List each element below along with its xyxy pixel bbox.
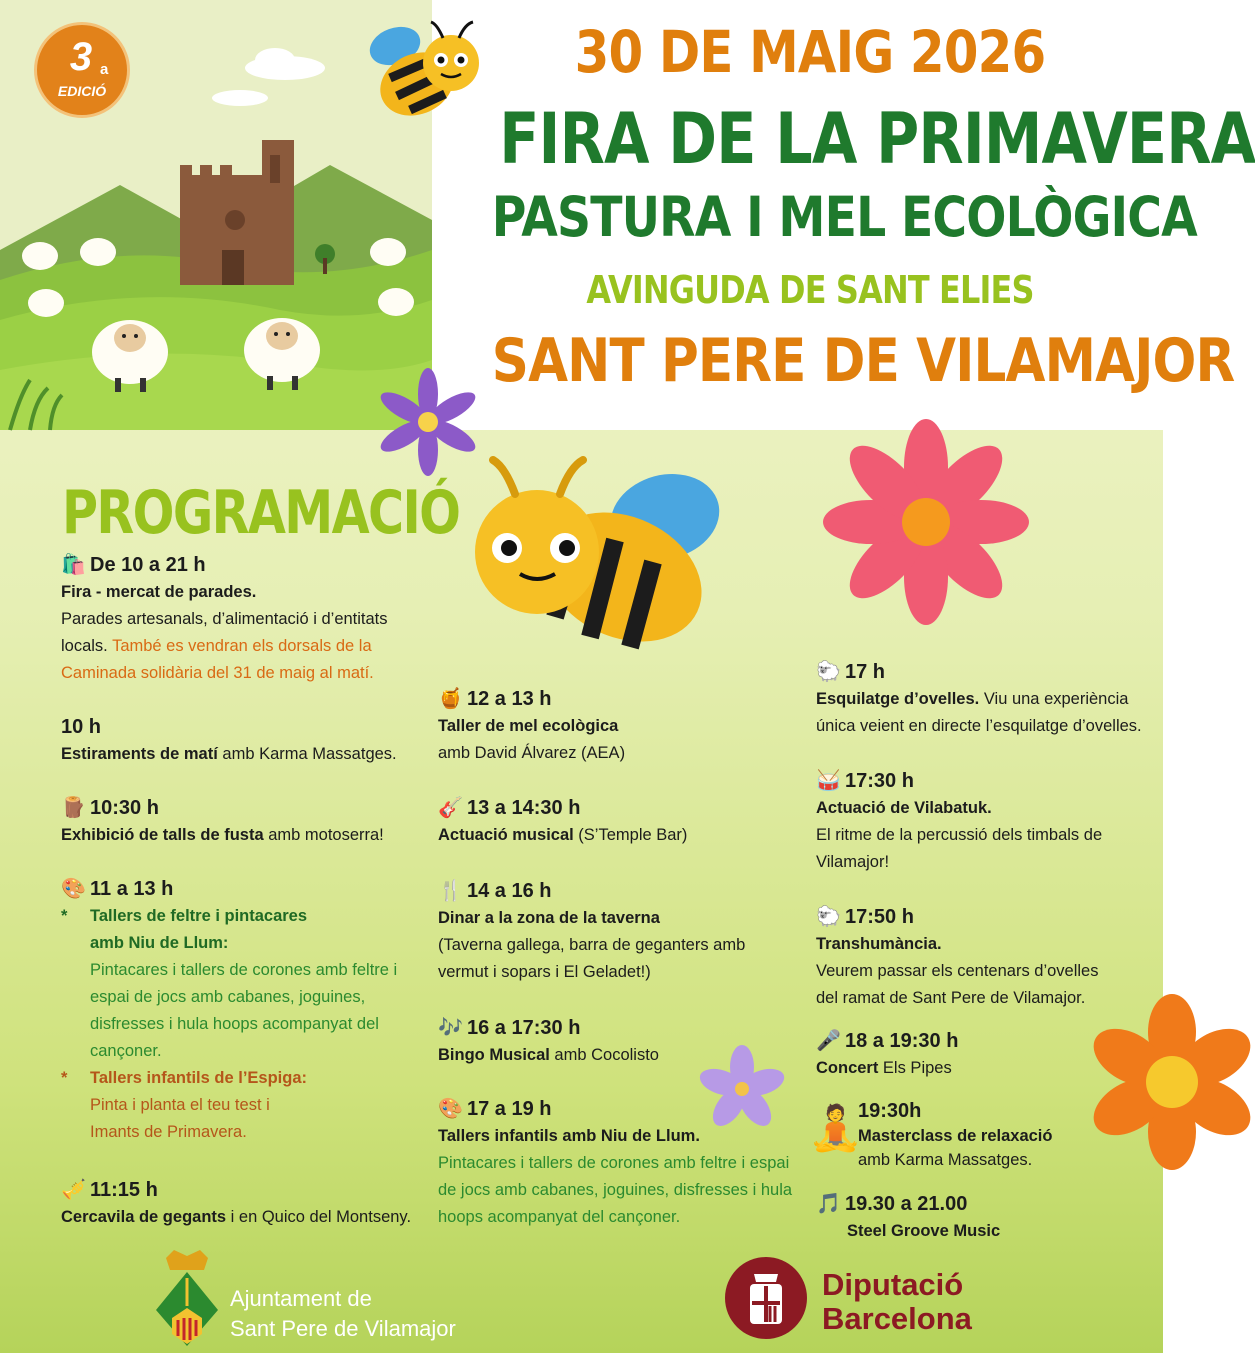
item-title: Dinar a la zona de la taverna bbox=[438, 909, 660, 927]
item-description: hoops acompanyat del cançoner. bbox=[438, 1208, 681, 1226]
item-note: També es vendran els dorsals de la bbox=[112, 637, 372, 655]
item-description: espai de jocs amb cabanes, joguines, bbox=[90, 988, 366, 1006]
item-title: Concert bbox=[816, 1059, 879, 1077]
program-item bbox=[816, 904, 1156, 1012]
palette-icon: 🎨 bbox=[438, 1098, 463, 1120]
diputacio-label bbox=[822, 1268, 972, 1336]
microphone-icon: 🎤 bbox=[816, 1030, 841, 1052]
item-time: 13 a 14:30 h bbox=[467, 797, 581, 819]
bullet: * bbox=[61, 907, 68, 925]
sheep-icon: 🐑 bbox=[816, 906, 841, 928]
honey-pot-icon: 🍯 bbox=[438, 688, 463, 710]
cutlery-icon: 🍴 bbox=[438, 880, 463, 902]
wood-log-icon: 🪵 bbox=[61, 797, 86, 819]
ajuntament-crest-icon bbox=[152, 1248, 222, 1346]
event-town: SANT PERE DE VILAMAJOR bbox=[491, 326, 1235, 396]
item-title: Actuació de Vilabatuk. bbox=[816, 799, 992, 817]
program-item bbox=[816, 1191, 1156, 1245]
program-item bbox=[438, 1096, 818, 1231]
item-description: Pintacares i tallers de corones amb feltre i espai bbox=[438, 1154, 790, 1172]
program-item bbox=[808, 1098, 1156, 1172]
event-subtitle: PASTURA I MEL ECOLÒGICA bbox=[491, 185, 1197, 249]
item-description: amb Cocolisto bbox=[549, 1046, 659, 1064]
item-description: (Taverna gallega, barra de geganters amb bbox=[438, 936, 746, 954]
item-title: Tallers de feltre i pintacares bbox=[90, 907, 308, 925]
diputacio-line-1: Diputació bbox=[822, 1267, 964, 1302]
item-description: Veurem passar els centenars d’ovelles bbox=[816, 962, 1099, 980]
item-description: Pintacares i tallers de corones amb feltre i bbox=[90, 961, 398, 979]
item-description: vermut i sopars i El Geladet!) bbox=[438, 963, 651, 981]
item-title: Masterclass de relaxació bbox=[858, 1127, 1053, 1145]
music-note-icon: 🎵 bbox=[816, 1193, 841, 1215]
event-venue: AVINGUDA DE SANT ELIES bbox=[586, 268, 1034, 312]
item-description: de jocs amb cabanes, joguines, disfresses i hula bbox=[438, 1181, 793, 1199]
badge-superscript: a bbox=[100, 61, 109, 78]
item-title: Tallers infantils amb Niu de Llum. bbox=[438, 1127, 700, 1145]
item-time: 11 a 13 h bbox=[90, 878, 174, 900]
guitar-icon: 🎸 bbox=[438, 797, 463, 819]
horn-icon: 🎺 bbox=[61, 1179, 86, 1201]
item-description: Els Pipes bbox=[878, 1059, 952, 1077]
item-time: 14 a 16 h bbox=[467, 880, 552, 902]
item-title: Cercavila de gegants bbox=[61, 1208, 227, 1226]
item-title: Fira - mercat de parades. bbox=[61, 583, 257, 601]
item-title: Actuació musical bbox=[438, 826, 574, 844]
edition-badge bbox=[34, 22, 130, 118]
program-item bbox=[816, 659, 1156, 740]
item-description: amb Karma Massatges. bbox=[858, 1151, 1033, 1169]
bee-icon bbox=[355, 8, 490, 123]
ajuntament-label bbox=[230, 1284, 456, 1344]
diputacio-line-2: Barcelona bbox=[822, 1301, 972, 1336]
bullet: * bbox=[61, 1069, 68, 1087]
program-item bbox=[61, 876, 441, 1146]
item-time: De 10 a 21 h bbox=[90, 554, 206, 576]
item-title: Exhibició de talls de fusta bbox=[61, 826, 264, 844]
item-description: locals. bbox=[61, 637, 113, 655]
item-description: amb motoserra! bbox=[263, 826, 384, 844]
ajuntament-line-1: Ajuntament de bbox=[230, 1286, 372, 1311]
item-time: 12 a 13 h bbox=[467, 688, 552, 710]
program-item bbox=[61, 714, 441, 768]
item-description: Parades artesanals, d’alimentació i d’entitats bbox=[61, 610, 388, 628]
item-title: Steel Groove Music bbox=[847, 1222, 1001, 1240]
item-time: 10 h bbox=[61, 716, 102, 738]
program-item bbox=[61, 552, 441, 687]
event-title: FIRA DE LA PRIMAVERA bbox=[499, 98, 1255, 180]
item-description: amb David Álvarez (AEA) bbox=[438, 744, 626, 762]
item-description: El ritme de la percussió dels timbals de bbox=[816, 826, 1103, 844]
program-item bbox=[816, 1028, 1156, 1082]
item-description: i en Quico del Montseny. bbox=[226, 1208, 412, 1226]
item-note: Caminada solidària del 31 de maig al matí. bbox=[61, 664, 374, 682]
sheep-icon: 🐑 bbox=[816, 661, 841, 683]
item-description: cançoner. bbox=[90, 1042, 162, 1060]
item-title: Transhumància. bbox=[816, 935, 942, 953]
music-notes-icon: 🎶 bbox=[438, 1017, 463, 1039]
shopping-bag-icon: 🛍️ bbox=[61, 554, 86, 576]
item-time: 10:30 h bbox=[90, 797, 159, 819]
item-time: 16 a 17:30 h bbox=[467, 1017, 581, 1039]
program-item bbox=[438, 1015, 818, 1069]
program-item bbox=[61, 1177, 441, 1231]
item-description: única veient en directe l’esquilatge d’ovelles. bbox=[816, 717, 1142, 735]
meditation-icon: 🧘 bbox=[808, 1104, 863, 1153]
item-description: Imants de Primavera. bbox=[90, 1123, 247, 1141]
item-description: Vilamajor! bbox=[816, 853, 890, 871]
item-time: 17:50 h bbox=[845, 906, 914, 928]
item-description: del ramat de Sant Pere de Vilamajor. bbox=[816, 989, 1086, 1007]
event-date: 30 DE MAIG 2026 bbox=[574, 18, 1046, 86]
item-description: disfresses i hula hoops acompanyat del bbox=[90, 1015, 379, 1033]
program-item bbox=[438, 795, 818, 849]
drum-icon: 🥁 bbox=[816, 770, 841, 792]
item-time: 17 h bbox=[845, 661, 886, 683]
item-description: (S’Temple Bar) bbox=[573, 826, 688, 844]
item-description: Pinta i planta el teu test i bbox=[90, 1096, 270, 1114]
item-time: 11:15 h bbox=[90, 1179, 158, 1201]
item-time: 17:30 h bbox=[845, 770, 914, 792]
program-item bbox=[61, 795, 441, 849]
item-time: 19:30h bbox=[858, 1100, 922, 1122]
item-title: Bingo Musical bbox=[438, 1046, 550, 1064]
program-heading: PROGRAMACIÓ bbox=[62, 478, 460, 548]
item-title: Esquilatge d’ovelles. bbox=[816, 690, 980, 708]
item-time: 17 a 19 h bbox=[467, 1098, 552, 1120]
program-item bbox=[438, 686, 818, 767]
badge-number: 3 bbox=[69, 35, 93, 79]
diputacio-logo-icon bbox=[724, 1256, 808, 1340]
item-description: Viu una experiència bbox=[979, 690, 1129, 708]
item-title: Tallers infantils de l’Espiga: bbox=[90, 1069, 307, 1087]
badge-label: EDICIÓ bbox=[57, 83, 107, 99]
item-title: Estiraments de matí bbox=[61, 745, 218, 763]
item-title: Taller de mel ecològica bbox=[438, 717, 619, 735]
bee-icon bbox=[465, 452, 725, 657]
item-time: 19.30 a 21.00 bbox=[845, 1193, 968, 1215]
flower-icon bbox=[825, 418, 1027, 623]
program-item bbox=[816, 768, 1156, 876]
program-item bbox=[438, 878, 818, 986]
item-description: amb Karma Massatges. bbox=[217, 745, 397, 763]
item-time: 18 a 19:30 h bbox=[845, 1030, 959, 1052]
ajuntament-line-2: Sant Pere de Vilamajor bbox=[230, 1316, 456, 1341]
palette-icon: 🎨 bbox=[61, 878, 86, 900]
item-title: amb Niu de Llum: bbox=[90, 934, 229, 952]
